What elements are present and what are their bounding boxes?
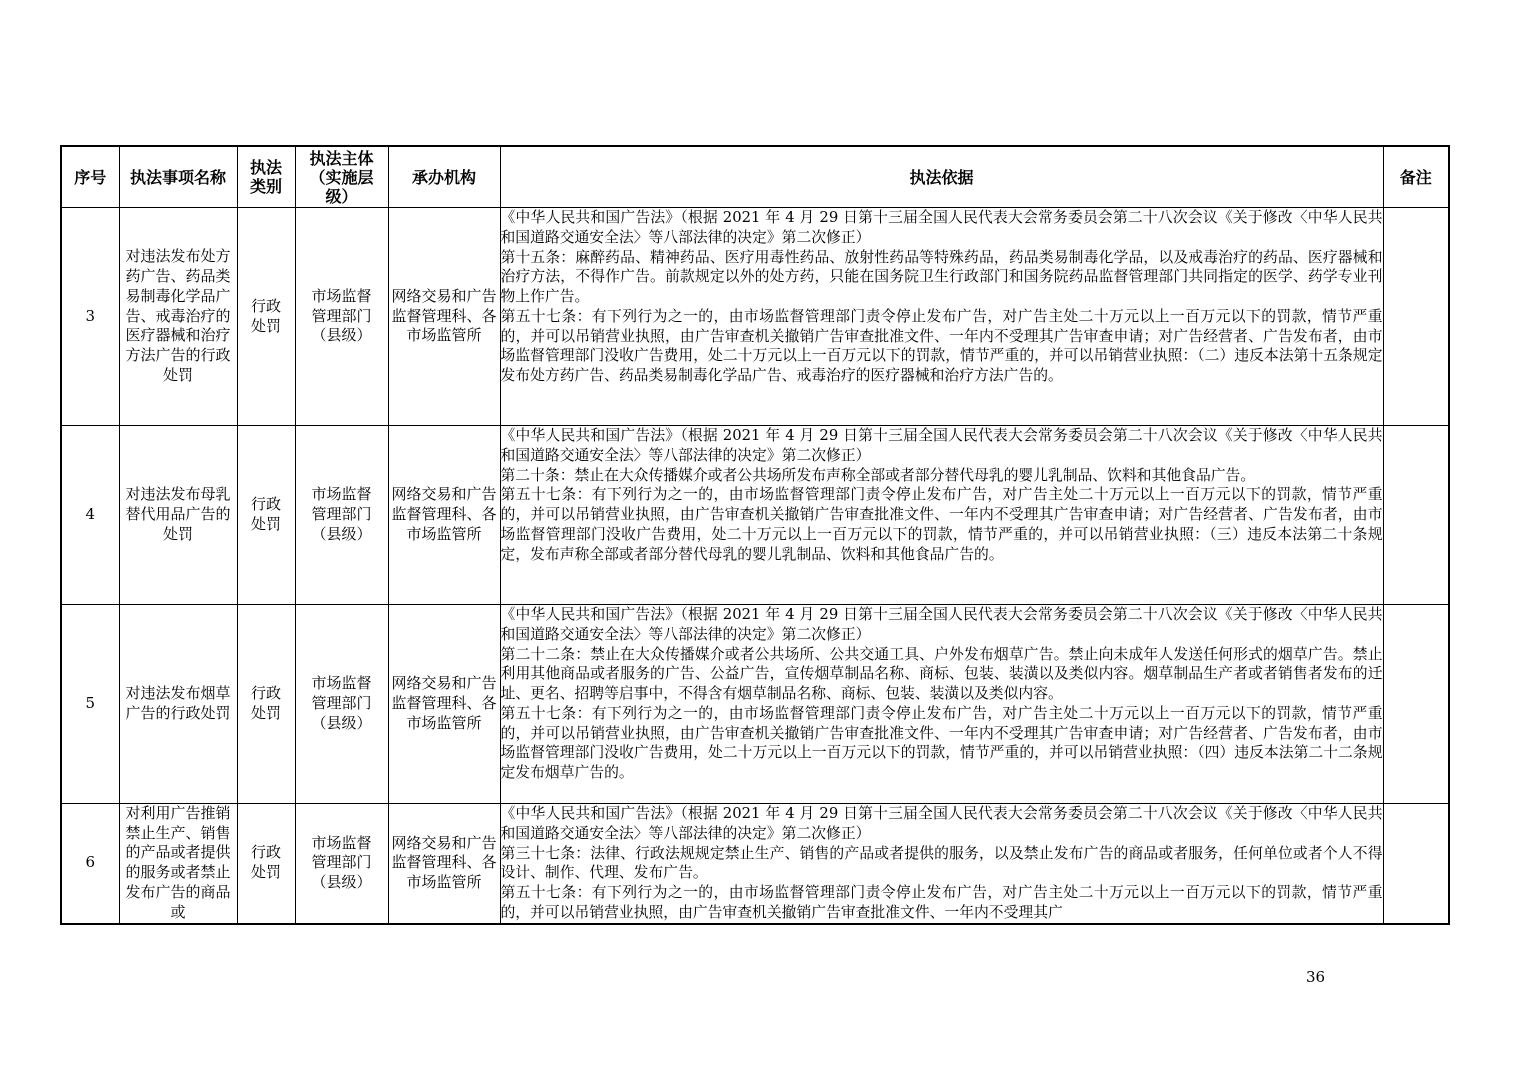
basis-paragraph: 第五十七条：有下列行为之一的，由市场监督管理部门责令停止发布广告，对广告主处二十万元以上一百万元以下的罚款，情节严重的，并可以吊销营业执照，由广告审查机关撤销广告审查批准文件、一年内不受理其广告审查申请；对广告经营者、广告发布者，由市场监督管理部门没收广告费用，处二十万元以上一百万元以下的罚款，情节严重的，并可以吊销营业执照：（二）违反本法第十五条规定发布处方药广告、药品类易制毒化学品广告、戒毒治疗的医疗器械和治疗方法广告的。 xyxy=(500,307,1383,384)
basis-paragraph: 第五十七条：有下列行为之一的，由市场监督管理部门责令停止发布广告，对广告主处二十万元以上一百万元以下的罚款，情节严重的，并可以吊销营业执照，由广告审查机关撤销广告审查批准文件、一年内不受理其广 xyxy=(500,884,1383,921)
row-category-text: 行政处罚 xyxy=(250,495,281,533)
row-category xyxy=(237,804,295,924)
row-category xyxy=(237,208,295,426)
row-remark xyxy=(1383,426,1449,605)
header-agency: 承办机构 xyxy=(388,146,500,208)
row-basis xyxy=(500,208,1383,426)
row-index: 4 xyxy=(61,426,119,605)
basis-paragraph: 第二十二条：禁止在大众传播媒介或者公共场所、公共交通工具、户外发布烟草广告。禁止向未成年人发送任何形式的烟草广告。禁止利用其他商品或者服务的广告、公益广告，宣传烟草制品名称、商标、包装、装潢以及类似内容。烟草制品生产者或者销售者发布的迁址、更名、招聘等启事中，不得含有烟草制品名称、商标、包装、装潢以及类似内容。 xyxy=(500,645,1383,702)
basis-paragraph: 《中华人民共和国广告法》（根据 2021 年 4 月 29 日第十三届全国人民代表大会常务委员会第二十八次会议《关于修改〈中华人民共和国道路交通安全法〉等八部法律的决定》第二次修正） xyxy=(500,209,1383,246)
row-agency: 网络交易和广告监督管理科、各市场监管所 xyxy=(388,804,500,924)
row-subject xyxy=(295,804,388,924)
row-agency: 网络交易和广告监督管理科、各市场监管所 xyxy=(388,208,500,426)
row-item-name: 对违法发布母乳替代用品广告的处罚 xyxy=(119,426,237,605)
row-index: 5 xyxy=(61,605,119,804)
header-subject-text: 执法主体（实施层级） xyxy=(309,148,374,206)
row-category xyxy=(237,426,295,605)
basis-paragraph: 第五十七条：有下列行为之一的，由市场监督管理部门责令停止发布广告，对广告主处二十万元以上一百万元以下的罚款，情节严重的，并可以吊销营业执照，由广告审查机关撤销广告审查批准文件、一年内不受理其广告审查申请；对广告经营者、广告发布者，由市场监督管理部门没收广告费用，处二十万元以上一百万元以下的罚款，情节严重的，并可以吊销营业执照：（三）违反本法第二十条规定，发布声称全部或者部分替代母乳的婴儿乳制品、饮料和其他食品广告的。 xyxy=(500,486,1383,563)
header-item-name: 执法事项名称 xyxy=(119,146,237,208)
row-basis xyxy=(500,605,1383,804)
header-basis: 执法依据 xyxy=(500,146,1383,208)
basis-paragraph: 第十五条：麻醉药品、精神药品、医疗用毒性药品、放射性药品等特殊药品，药品类易制毒化学品，以及戒毒治疗的药品、医疗器械和治疗方法，不得作广告。前款规定以外的处方药，只能在国务院卫生行政部门和国务院药品监督管理部门共同指定的医学、药学专业刊物上作广告。 xyxy=(500,248,1383,305)
row-basis xyxy=(500,804,1383,924)
row-index: 6 xyxy=(61,804,119,924)
row-subject xyxy=(295,208,388,426)
table-row xyxy=(61,804,1449,924)
header-category xyxy=(237,146,295,208)
row-agency: 网络交易和广告监督管理科、各市场监管所 xyxy=(388,426,500,605)
table-header-row xyxy=(61,146,1449,208)
basis-paragraph: 《中华人民共和国广告法》（根据 2021 年 4 月 29 日第十三届全国人民代表大会常务委员会第二十八次会议《关于修改〈中华人民共和国道路交通安全法〉等八部法律的决定》第二次修正） xyxy=(500,805,1383,842)
row-subject-text: 市场监督管理部门（县级） xyxy=(311,833,372,892)
header-index: 序号 xyxy=(61,146,119,208)
header-subject xyxy=(295,146,388,208)
basis-paragraph: 第三十七条：法律、行政法规规定禁止生产、销售的产品或者提供的服务，以及禁止发布广告的商品或者服务，任何单位或者个人不得设计、制作、代理、发布广告。 xyxy=(500,844,1383,882)
row-item-name-text: 对利用广告推销禁止生产、销售的产品或者提供的服务或者禁止发布广告的商品或 xyxy=(125,804,231,921)
row-subject-text: 市场监督管理部门（县级） xyxy=(311,674,372,732)
row-item-name xyxy=(119,804,237,924)
basis-paragraph: 《中华人民共和国广告法》（根据 2021 年 4 月 29 日第十三届全国人民代表大会常务委员会第二十八次会议《关于修改〈中华人民共和国道路交通安全法〉等八部法律的决定》第二次修正） xyxy=(500,606,1383,643)
header-remark: 备注 xyxy=(1383,146,1449,208)
row-category xyxy=(237,605,295,804)
row-remark xyxy=(1383,804,1449,924)
row-category-text: 行政处罚 xyxy=(250,684,281,722)
table-row xyxy=(61,426,1449,605)
table-row xyxy=(61,208,1449,426)
row-category-text: 行政处罚 xyxy=(250,843,281,882)
row-remark xyxy=(1383,208,1449,426)
table-row xyxy=(61,605,1449,804)
row-basis xyxy=(500,426,1383,605)
enforcement-table xyxy=(60,145,1450,925)
row-subject xyxy=(295,426,388,605)
row-subject-text: 市场监督管理部门（县级） xyxy=(311,485,372,543)
row-index: 3 xyxy=(61,208,119,426)
basis-paragraph: 《中华人民共和国广告法》（根据 2021 年 4 月 29 日第十三届全国人民代表大会常务委员会第二十八次会议《关于修改〈中华人民共和国道路交通安全法〉等八部法律的决定》第二次修正） xyxy=(500,427,1383,464)
basis-paragraph: 第五十七条：有下列行为之一的，由市场监督管理部门责令停止发布广告，对广告主处二十万元以上一百万元以下的罚款，情节严重的，并可以吊销营业执照，由广告审查机关撤销广告审查批准文件、一年内不受理其广告审查申请；对广告经营者、广告发布者，由市场监督管理部门没收广告费用，处二十万元以上一百万元以下的罚款，情节严重的，并可以吊销营业执照：（四）违反本法第二十二条规定发布烟草广告的。 xyxy=(500,704,1383,781)
row-item-name: 对违法发布处方药广告、药品类易制毒化学品广告、戒毒治疗的医疗器械和治疗方法广告的行政处罚 xyxy=(119,208,237,426)
row-category-text: 行政处罚 xyxy=(250,296,281,335)
row-subject xyxy=(295,605,388,804)
row-subject-text: 市场监督管理部门（县级） xyxy=(311,286,372,345)
row-agency: 网络交易和广告监督管理科、各市场监管所 xyxy=(388,605,500,804)
row-item-name: 对违法发布烟草广告的行政处罚 xyxy=(119,605,237,804)
row-remark xyxy=(1383,605,1449,804)
basis-paragraph: 第二十条：禁止在大众传播媒介或者公共场所发布声称全部或者部分替代母乳的婴儿乳制品、饮料和其他食品广告。 xyxy=(500,466,1256,484)
header-category-text: 执法类别 xyxy=(249,158,282,196)
page-number: 36 xyxy=(1306,968,1326,986)
